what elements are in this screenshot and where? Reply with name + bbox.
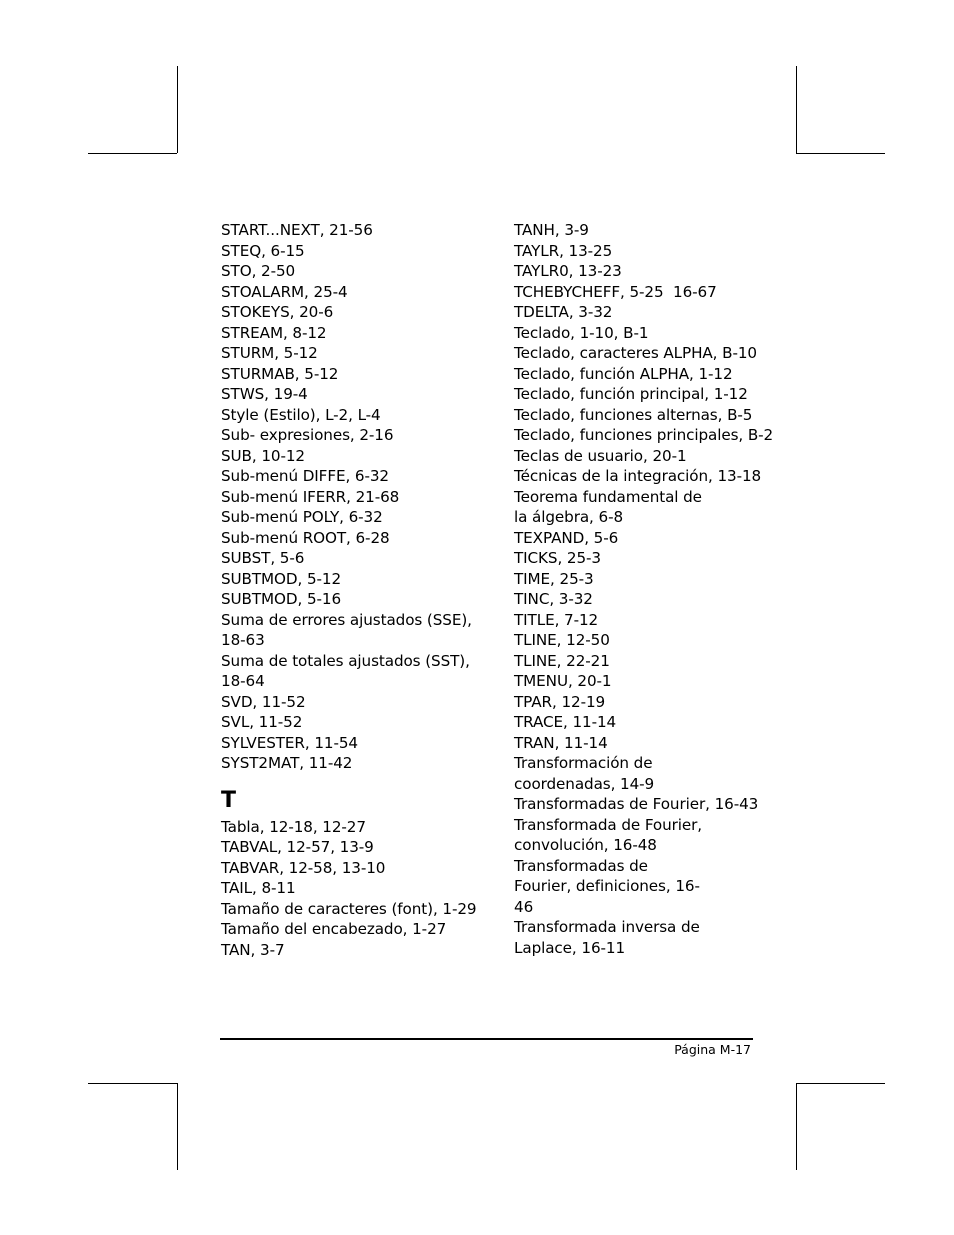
index-entry: Tamaño de caracteres (font), 1-29 — [221, 899, 477, 918]
index-entry: SUBST, 5-6 — [221, 549, 305, 567]
index-entry: STEQ, 6-15 — [221, 241, 305, 260]
index-entry: Transformación de coordenadas, 14-9 — [514, 754, 655, 793]
index-entry: TMENU, 20-1 — [514, 672, 612, 690]
index-entry: Transformadas de Fourier, definiciones, 16-46 — [514, 856, 700, 916]
index-entry: TABVAR, 12-58, 13-10 — [221, 858, 386, 877]
index-entry: TRACE, 11-14 — [514, 713, 617, 731]
crop-mark-bottom-right-horizontal — [796, 1083, 885, 1084]
index-entry: Sub- expresiones, 2-16 — [221, 426, 394, 444]
index-entry: Suma de totales ajustados (SST), 18-64 — [221, 651, 470, 690]
index-entry: SYST2MAT, 11-42 — [221, 754, 353, 772]
index-entry: TAYLR, 13-25 — [514, 241, 613, 260]
index-entry: TABVAL, 12-57, 13-9 — [221, 838, 374, 856]
index-entry: Sub-menú POLY, 6-32 — [221, 508, 383, 526]
index-column-right — [514, 220, 774, 958]
index-entries-s — [221, 220, 491, 774]
crop-mark-top-right-horizontal — [796, 153, 885, 154]
index-entry: Teclas de usuario, 20-1 — [514, 446, 687, 465]
index-entry: TANH, 3-9 — [514, 221, 589, 239]
index-entry: TAYLR0, 13-23 — [514, 262, 622, 280]
crop-mark-top-left-vertical — [177, 66, 178, 153]
index-entry: Teclado, funciones principales, B-2 — [514, 426, 774, 444]
index-entry: SVD, 11-52 — [221, 692, 306, 711]
index-entry: STURMAB, 5-12 — [221, 364, 339, 383]
index-entry: Teclado, función ALPHA, 1-12 — [514, 364, 733, 383]
index-entry: TIME, 25-3 — [514, 569, 594, 588]
index-entry: Style (Estilo), L-2, L-4 — [221, 405, 381, 424]
index-entry: Tabla, 12-18, 12-27 — [221, 817, 366, 836]
index-entry: TAN, 3-7 — [221, 940, 285, 959]
index-entry: TITLE, 7-12 — [514, 610, 599, 629]
index-entry: Transformada de Fourier, convolución, 16-48 — [514, 815, 703, 854]
index-entry: TLINE, 22-21 — [514, 651, 610, 670]
index-entry: Teorema fundamental de la álgebra, 6-8 — [514, 487, 702, 526]
index-entry: Tamaño del encabezado, 1-27 — [221, 920, 447, 938]
index-section-heading: T — [221, 787, 237, 813]
crop-mark-top-left-horizontal — [88, 153, 177, 154]
index-entry: Técnicas de la integración, 13-18 — [514, 467, 762, 485]
index-entry: STOALARM, 25-4 — [221, 282, 348, 301]
index-entries-t — [221, 817, 491, 961]
index-entry: TLINE, 12-50 — [514, 631, 610, 649]
index-entry: STREAM, 8-12 — [221, 323, 327, 342]
index-entry: Teclado, función principal, 1-12 — [514, 385, 748, 403]
index-entry: Teclado, funciones alternas, B-5 — [514, 405, 753, 424]
index-entry: SUBTMOD, 5-12 — [221, 569, 342, 588]
index-entry: TEXPAND, 5-6 — [514, 528, 619, 547]
index-entry: SUB, 10-12 — [221, 446, 305, 465]
index-entry: Teclado, 1-10, B-1 — [514, 323, 649, 342]
footer-rule — [220, 1038, 753, 1040]
index-entry: TCHEBYCHEFF, 5-25 16-67 — [514, 282, 717, 301]
index-entry: TICKS, 25-3 — [514, 549, 601, 567]
index-entry: STURM, 5-12 — [221, 344, 318, 362]
index-entry: Sub-menú IFERR, 21-68 — [221, 487, 400, 506]
index-entry: TAIL, 8-11 — [221, 879, 296, 897]
crop-mark-bottom-left-horizontal — [88, 1083, 177, 1084]
index-entry: Suma de errores ajustados (SSE), 18-63 — [221, 610, 472, 649]
index-entry: START...NEXT, 21-56 — [221, 221, 373, 239]
index-entry: Teclado, caracteres ALPHA, B-10 — [514, 344, 757, 362]
page-number: Página M-17 — [674, 1042, 751, 1057]
index-entry: TPAR, 12-19 — [514, 692, 606, 711]
index-entry: TDELTA, 3-32 — [514, 303, 613, 321]
index-entry: TRAN, 11-14 — [514, 733, 608, 752]
index-entry: SYLVESTER, 11-54 — [221, 733, 358, 752]
index-entry: Sub-menú DIFFE, 6-32 — [221, 467, 389, 485]
index-entry: STO, 2-50 — [221, 262, 296, 280]
index-entry: SVL, 11-52 — [221, 713, 303, 731]
index-entry: STOKEYS, 20-6 — [221, 303, 334, 321]
index-entry: SUBTMOD, 5-16 — [221, 590, 342, 608]
crop-mark-bottom-left-vertical — [177, 1083, 178, 1170]
index-entry: STWS, 19-4 — [221, 385, 308, 403]
index-entry: Transformada inversa de Laplace, 16-11 — [514, 918, 700, 957]
crop-mark-bottom-right-vertical — [796, 1083, 797, 1170]
crop-mark-top-right-vertical — [796, 66, 797, 153]
index-column-left — [221, 220, 491, 960]
index-entry: Sub-menú ROOT, 6-28 — [221, 528, 390, 547]
index-entry: Transformadas de Fourier, 16-43 — [514, 795, 759, 813]
index-entry: TINC, 3-32 — [514, 590, 593, 608]
